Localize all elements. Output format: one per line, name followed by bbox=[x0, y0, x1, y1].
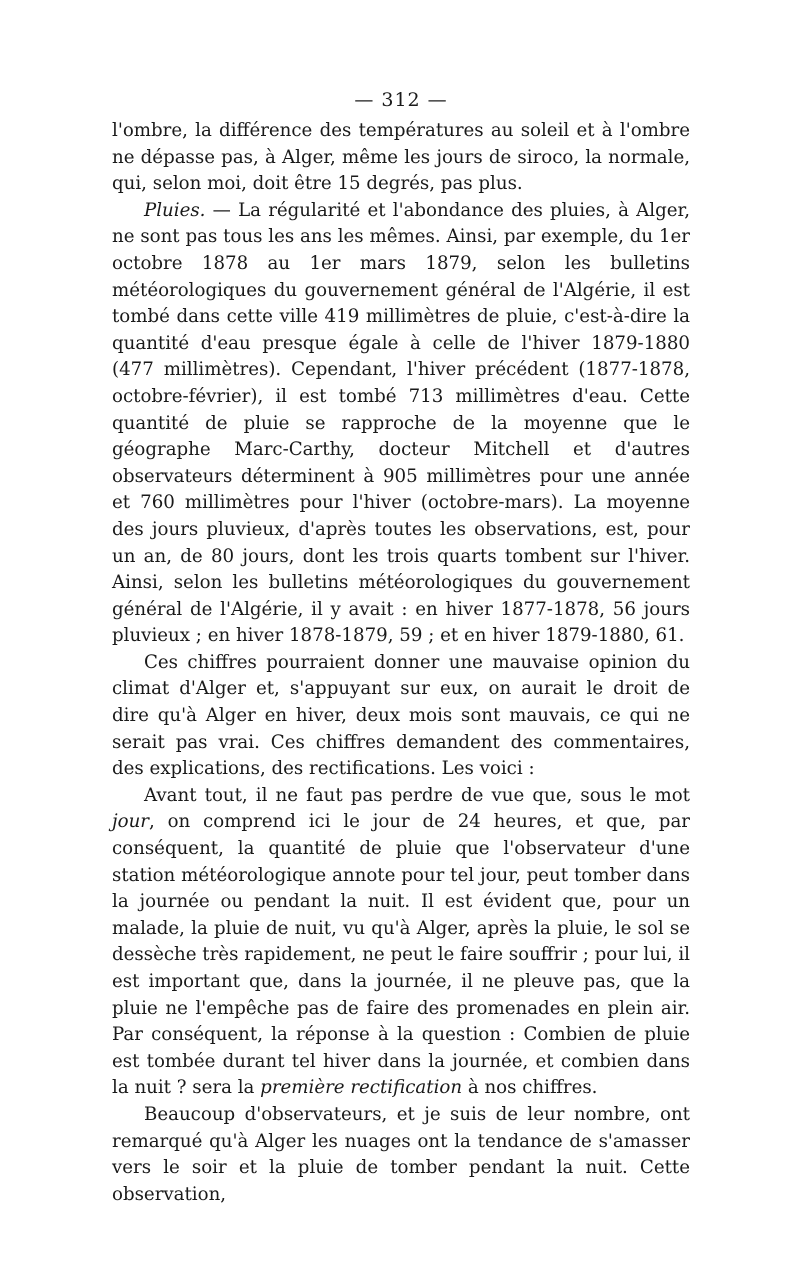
section-heading-pluies: Pluies. bbox=[144, 199, 206, 221]
page-number: — 312 — bbox=[354, 89, 448, 111]
paragraph-pluies-body: — La régularité et l'abondance des pluies, à Alger, ne sont pas tous les ans les mêmes. Ainsi, par exemple, du 1er octobre 1878 au 1er mars 1879, selon les bulletins météorologiques du gouvernement général de l'Algérie, il est tombé dans cette ville 419 millimètres de pluie, c'est-à-dire la quantité d'eau presque égale à celle de l'hiver 1879-1880 (477 millimètres). Cependant, l'hiver précédent (1877-1878, octobre-février), il est tombé 713 millimètres d'eau. Cette quantité de pluie se rapproche de la moyenne que le géographe Marc-Carthy, docteur Mitchell et d'autres observateurs déterminent à 905 millimètres pour une année et 760 millimètres pour l'hiver (octobre-mars). La moyenne des jours pluvieux, d'après toutes les observations, est, pour un an, de 80 jours, dont les trois quarts tombent sur l'hiver. Ainsi, selon les bulletins météorologiques du gouvernement général de l'Algérie, il y avait : en hiver 1877-1878, 56 jours pluvieux ; en hiver 1878-1879, 59 ; et en hiver 1879-1880, 61. bbox=[112, 199, 690, 647]
paragraph-continuation: l'ombre, la différence des températures au soleil et à l'ombre ne dépasse pas, à Alger, même les jours de siroco, la normale, qui, selon moi, doit être 15 degrés, pas plus. bbox=[112, 120, 690, 195]
italic-word-jour: jour bbox=[112, 811, 149, 833]
paragraph-avant-tout bbox=[112, 783, 690, 1102]
paragraph-avant-tout-part-1: Avant tout, il ne faut pas perdre de vue que, sous le mot bbox=[144, 784, 690, 806]
paragraph-beaucoup: Beaucoup d'observateurs, et je suis de leur nombre, ont remarqué qu'à Alger les nuages ont la tendance de s'amasser vers le soir et la pluie de tomber pendant la nuit. Cette observation, bbox=[112, 1103, 690, 1205]
italic-phrase-premiere-rectification: première rectification bbox=[260, 1077, 463, 1099]
paragraph-pluies bbox=[112, 198, 690, 650]
paragraph-avant-tout-part-2: , on comprend ici le jour de 24 heures, et que, par conséquent, la quantité de pluie que l'observateur d'une station météorologique annote pour tel jour, peut tomber dans la journée ou pendant la nuit. Il est évident que, pour un malade, la pluie de nuit, vu qu'à Alger, après la pluie, le sol se dessèche très rapidement, ne peut le faire souffrir ; pour lui, il est important que, dans la journée, il ne pleuve pas, que la pluie ne l'empêche pas de faire des promenades en plein air. Par conséquent, la réponse à la question : Combien de pluie est tombée durant tel hiver dans la journée, et combien dans la nuit ? sera la bbox=[112, 811, 690, 1099]
paragraph-avant-tout-part-3: à nos chiffres. bbox=[462, 1077, 598, 1099]
book-page bbox=[112, 88, 690, 1208]
paragraph-chiffres: Ces chiffres pourraient donner une mauvaise opinion du climat d'Alger et, s'appuyant sur eux, on aurait le droit de dire qu'à Alger en hiver, deux mois sont mauvais, ce qui ne serait pas vrai. Ces chiffres demandent des commentaires, des explications, des rectifications. Les voici : bbox=[112, 651, 690, 780]
